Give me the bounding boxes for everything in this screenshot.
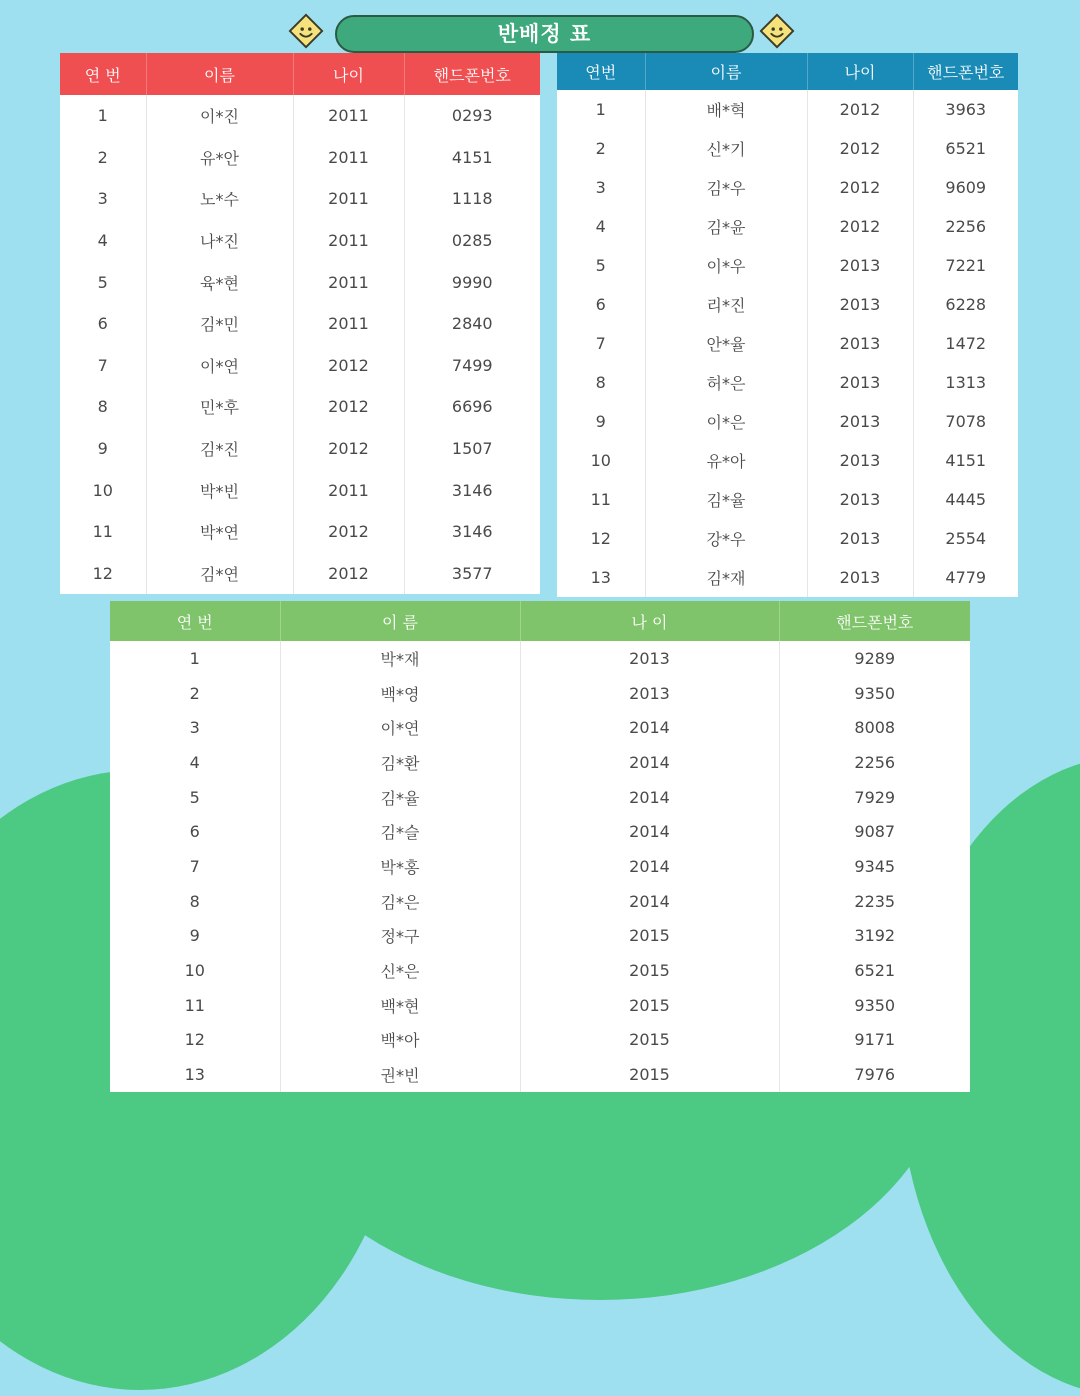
cell-number: 3 (189, 718, 200, 738)
cell-number: 12 (590, 529, 611, 548)
cell-phone: 7929 (779, 780, 970, 815)
cell-phone: 2256 (779, 745, 970, 780)
column-header-name: 이름 (645, 53, 807, 90)
cell-number: 3 (595, 178, 606, 197)
cell-birth-year: 2013 (520, 676, 779, 711)
cell-phone: 9345 (779, 849, 970, 884)
cell-name: 박*홍 (280, 849, 520, 884)
cell-name: 이*우 (645, 246, 807, 285)
table-row (110, 988, 970, 1023)
cell-name: 민*후 (146, 386, 293, 428)
cell-name: 백*현 (280, 988, 520, 1023)
cell-phone: 9990 (404, 261, 540, 303)
cell-phone: 2840 (404, 303, 540, 345)
cell-birth-year: 2013 (520, 641, 779, 676)
cell-number: 5 (97, 272, 108, 292)
column-header-phone: 핸드폰번호 (913, 53, 1018, 90)
class-table-red (60, 53, 540, 594)
cell-number: 10 (590, 451, 611, 470)
cell-name: 김*재 (645, 558, 807, 597)
cell-name: 이*은 (645, 402, 807, 441)
cell-phone: 1118 (404, 178, 540, 220)
cell-name: 김*민 (146, 303, 293, 345)
column-header-name: 이 름 (280, 601, 520, 641)
cell-phone: 7976 (779, 1057, 970, 1092)
table-header-row (110, 601, 970, 641)
cell-phone: 7221 (913, 246, 1018, 285)
cell-number: 4 (595, 217, 606, 236)
cell-phone: 3963 (913, 90, 1018, 129)
cell-number: 11 (590, 490, 611, 509)
table-row (557, 519, 1018, 558)
cell-birth-year: 2012 (293, 386, 404, 428)
cell-birth-year: 2014 (520, 849, 779, 884)
cell-name: 신*기 (645, 129, 807, 168)
column-header-birth-year: 나이 (807, 53, 913, 90)
cell-phone: 9171 (779, 1023, 970, 1058)
table-row (60, 178, 540, 220)
cell-phone: 6696 (404, 386, 540, 428)
cell-birth-year: 2011 (293, 178, 404, 220)
table-row (60, 386, 540, 428)
table-header-row (557, 53, 1018, 90)
cell-birth-year: 2012 (807, 168, 913, 207)
cell-name: 김*연 (146, 553, 293, 595)
cell-phone: 4151 (404, 137, 540, 179)
cell-name: 이*진 (146, 95, 293, 137)
cell-number: 4 (189, 752, 200, 772)
table-row (110, 745, 970, 780)
cell-phone: 4151 (913, 441, 1018, 480)
table-header-row (60, 53, 540, 95)
column-header-name: 이름 (146, 53, 293, 95)
cell-number: 9 (189, 926, 200, 946)
table-row (110, 849, 970, 884)
cell-birth-year: 2011 (293, 261, 404, 303)
table-row (110, 710, 970, 745)
cell-birth-year: 2012 (807, 90, 913, 129)
cell-birth-year: 2015 (520, 919, 779, 954)
cell-birth-year: 2012 (293, 511, 404, 553)
cell-name: 배*혁 (645, 90, 807, 129)
cell-birth-year: 2013 (807, 246, 913, 285)
cell-birth-year: 2015 (520, 1057, 779, 1092)
cell-number: 13 (184, 1065, 205, 1085)
cell-number: 1 (97, 106, 108, 126)
table-row (557, 324, 1018, 363)
cell-birth-year: 2011 (293, 220, 404, 262)
cell-phone: 4779 (913, 558, 1018, 597)
cell-birth-year: 2013 (807, 285, 913, 324)
cell-birth-year: 2014 (520, 814, 779, 849)
cell-birth-year: 2012 (807, 129, 913, 168)
table-row (557, 558, 1018, 597)
class-table-green (110, 601, 970, 1092)
cell-birth-year: 2013 (807, 363, 913, 402)
cell-number: 10 (184, 961, 205, 981)
cell-number: 5 (595, 256, 606, 275)
cell-number: 10 (92, 480, 113, 500)
cell-phone: 2235 (779, 884, 970, 919)
cell-name: 허*은 (645, 363, 807, 402)
cell-name: 이*연 (280, 710, 520, 745)
cell-birth-year: 2015 (520, 1023, 779, 1058)
cell-birth-year: 2012 (293, 553, 404, 595)
table-row (110, 780, 970, 815)
cell-name: 박*연 (146, 511, 293, 553)
table-row (60, 137, 540, 179)
cell-birth-year: 2012 (807, 207, 913, 246)
cell-birth-year: 2012 (293, 345, 404, 387)
cell-number: 1 (189, 648, 200, 668)
smiley-face-icon (287, 12, 325, 50)
cell-name: 강*우 (645, 519, 807, 558)
cell-name: 김*은 (280, 884, 520, 919)
cell-name: 유*안 (146, 137, 293, 179)
cell-name: 김*환 (280, 745, 520, 780)
table-row (557, 480, 1018, 519)
cell-phone: 3192 (779, 919, 970, 954)
cell-name: 신*은 (280, 953, 520, 988)
cell-name: 노*수 (146, 178, 293, 220)
table-row (557, 129, 1018, 168)
cell-birth-year: 2013 (807, 480, 913, 519)
cell-number: 12 (92, 563, 113, 583)
table-row (60, 553, 540, 595)
cell-phone: 7499 (404, 345, 540, 387)
column-header-birth-year: 나 이 (520, 601, 779, 641)
table-row (60, 95, 540, 137)
cell-name: 김*율 (645, 480, 807, 519)
cell-birth-year: 2011 (293, 137, 404, 179)
cell-name: 김*우 (645, 168, 807, 207)
column-header-number: 연 번 (60, 53, 146, 95)
cell-name: 백*아 (280, 1023, 520, 1058)
cell-birth-year: 2014 (520, 780, 779, 815)
table-row (110, 641, 970, 676)
cell-birth-year: 2011 (293, 95, 404, 137)
smiley-face-icon (758, 12, 796, 50)
cell-birth-year: 2014 (520, 710, 779, 745)
column-header-phone: 핸드폰번호 (779, 601, 970, 641)
table-row (60, 428, 540, 470)
table-row (110, 1057, 970, 1092)
class-table-blue (557, 53, 1018, 597)
page-title: 반배정 표 (335, 15, 754, 53)
cell-number: 8 (189, 891, 200, 911)
cell-number: 9 (97, 439, 108, 459)
cell-name: 리*진 (645, 285, 807, 324)
column-header-number: 연번 (557, 53, 645, 90)
cell-phone: 9609 (913, 168, 1018, 207)
cell-birth-year: 2014 (520, 884, 779, 919)
cell-birth-year: 2013 (807, 519, 913, 558)
table-row (110, 884, 970, 919)
cell-number: 7 (189, 856, 200, 876)
cell-number: 4 (97, 231, 108, 251)
cell-number: 13 (590, 568, 611, 587)
cell-number: 11 (92, 522, 113, 542)
cell-birth-year: 2013 (807, 324, 913, 363)
table-row (60, 261, 540, 303)
cell-phone: 2256 (913, 207, 1018, 246)
table-row (110, 953, 970, 988)
cell-phone: 2554 (913, 519, 1018, 558)
cell-name: 김*슬 (280, 814, 520, 849)
table-row (110, 1023, 970, 1058)
cell-birth-year: 2013 (807, 402, 913, 441)
cell-name: 박*빈 (146, 469, 293, 511)
cell-birth-year: 2012 (293, 428, 404, 470)
table-row (557, 363, 1018, 402)
column-header-birth-year: 나이 (293, 53, 404, 95)
cell-name: 권*빈 (280, 1057, 520, 1092)
cell-number: 2 (595, 139, 606, 158)
cell-name: 이*연 (146, 345, 293, 387)
table-row (557, 246, 1018, 285)
cell-phone: 6521 (779, 953, 970, 988)
cell-phone: 1507 (404, 428, 540, 470)
cell-number: 2 (189, 683, 200, 703)
cell-number: 12 (184, 1030, 205, 1050)
cell-name: 안*율 (645, 324, 807, 363)
cell-birth-year: 2013 (807, 558, 913, 597)
cell-phone: 6521 (913, 129, 1018, 168)
table-row (60, 511, 540, 553)
table-row (557, 441, 1018, 480)
cell-name: 김*진 (146, 428, 293, 470)
cell-phone: 4445 (913, 480, 1018, 519)
cell-birth-year: 2013 (807, 441, 913, 480)
cell-name: 박*재 (280, 641, 520, 676)
cell-number: 7 (595, 334, 606, 353)
table-row (60, 345, 540, 387)
cell-phone: 1313 (913, 363, 1018, 402)
cell-name: 나*진 (146, 220, 293, 262)
column-header-number: 연 번 (110, 601, 280, 641)
column-header-phone: 핸드폰번호 (404, 53, 540, 95)
cell-name: 김*율 (280, 780, 520, 815)
cell-number: 7 (97, 355, 108, 375)
cell-number: 11 (184, 995, 205, 1015)
cell-phone: 9289 (779, 641, 970, 676)
cell-phone: 1472 (913, 324, 1018, 363)
table-row (110, 676, 970, 711)
cell-phone: 6228 (913, 285, 1018, 324)
cell-number: 8 (97, 397, 108, 417)
cell-phone: 7078 (913, 402, 1018, 441)
cell-number: 9 (595, 412, 606, 431)
cell-number: 8 (595, 373, 606, 392)
table-row (557, 90, 1018, 129)
cell-number: 6 (97, 314, 108, 334)
cell-phone: 9350 (779, 988, 970, 1023)
table-row (110, 919, 970, 954)
table-row (557, 402, 1018, 441)
cell-name: 백*영 (280, 676, 520, 711)
cell-name: 육*현 (146, 261, 293, 303)
cell-birth-year: 2011 (293, 303, 404, 345)
table-row (60, 469, 540, 511)
cell-phone: 3146 (404, 511, 540, 553)
cell-phone: 0293 (404, 95, 540, 137)
cell-number: 6 (595, 295, 606, 314)
cell-number: 2 (97, 147, 108, 167)
cell-name: 김*윤 (645, 207, 807, 246)
cell-name: 정*구 (280, 919, 520, 954)
cell-phone: 3577 (404, 553, 540, 595)
table-row (557, 285, 1018, 324)
cell-number: 3 (97, 189, 108, 209)
table-row (60, 303, 540, 345)
cell-phone: 0285 (404, 220, 540, 262)
cell-birth-year: 2015 (520, 988, 779, 1023)
cell-phone: 3146 (404, 469, 540, 511)
table-row (60, 220, 540, 262)
cell-phone: 8008 (779, 710, 970, 745)
cell-birth-year: 2014 (520, 745, 779, 780)
cell-phone: 9350 (779, 676, 970, 711)
table-row (557, 207, 1018, 246)
table-row (557, 168, 1018, 207)
cell-birth-year: 2015 (520, 953, 779, 988)
cell-number: 1 (595, 100, 606, 119)
cell-name: 유*아 (645, 441, 807, 480)
cell-number: 6 (189, 822, 200, 842)
cell-birth-year: 2011 (293, 469, 404, 511)
cell-number: 5 (189, 787, 200, 807)
table-row (110, 814, 970, 849)
cell-phone: 9087 (779, 814, 970, 849)
